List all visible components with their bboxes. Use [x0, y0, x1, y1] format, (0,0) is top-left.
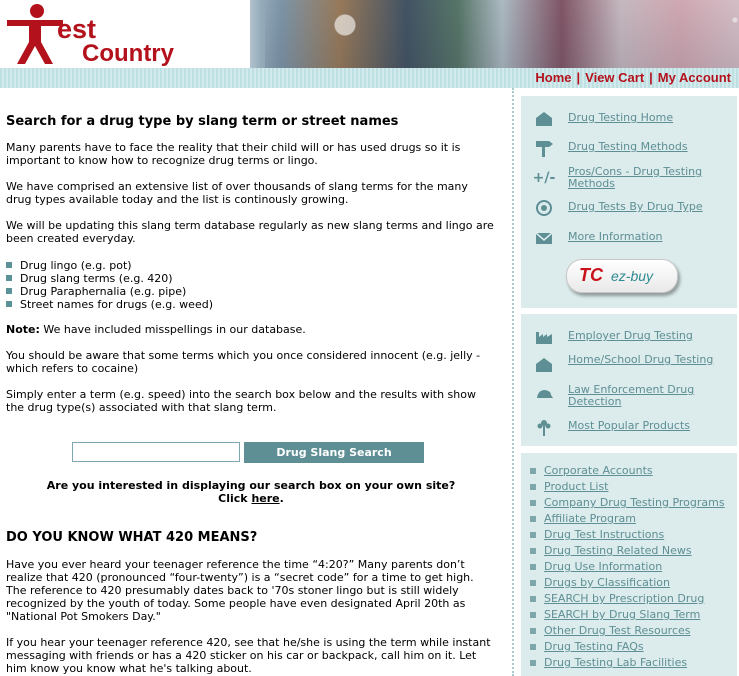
intro-paragraph-3: We will be updating this slang term database regularly as new slang terms and lingo are been created everyday.	[6, 219, 494, 245]
nav-separator: |	[576, 70, 581, 85]
list-item: Street names for drugs (e.g. weed)	[6, 298, 213, 311]
bullet-square	[530, 532, 536, 538]
sidebar-link-label[interactable]: Product List	[544, 480, 609, 493]
tc-ez-buy-button[interactable]	[566, 259, 678, 293]
nav-my-account-link[interactable]: My Account	[657, 70, 731, 85]
sidebar-link-label[interactable]: Pros/Cons - Drug Testing Methods	[568, 165, 703, 190]
sidebar-link-label[interactable]: More Information	[568, 230, 663, 243]
plus-minus-icon: +/-	[532, 170, 556, 186]
bullet-square	[530, 484, 536, 490]
intro-paragraph-2: We have comprised an extensive list of over thousands of slang terms for the many drug types available today and the list is continously growing.	[6, 180, 468, 206]
sidebar-link-label[interactable]: Drug Tests By Drug Type	[568, 200, 703, 213]
police-hat-icon	[533, 386, 555, 404]
note-label: Note:	[6, 323, 40, 336]
sidebar-link-label[interactable]: SEARCH by Prescription Drug	[544, 592, 705, 605]
list-item: Drug Paraphernalia (e.g. pipe)	[6, 285, 213, 298]
sidebar-link-label[interactable]: Drug Testing Related News	[544, 544, 692, 557]
sidebar-link-label[interactable]: Drug Test Instructions	[544, 528, 665, 541]
sidebar-audience-box	[521, 314, 737, 446]
intro-paragraph-1: Many parents have to face the reality that their child will or has used drugs so it is important to know how to recognize drug terms or lingo.	[6, 141, 461, 167]
note-paragraph	[6, 323, 496, 336]
house-icon	[533, 110, 555, 128]
logo-text-est: est	[57, 14, 97, 44]
ez-buy-text: ez-buy	[611, 268, 654, 284]
bullet-square	[530, 548, 536, 554]
top-nav-links	[535, 70, 731, 85]
sidebar-link-label[interactable]: Drug Testing FAQs	[544, 640, 644, 653]
instructions-paragraph: Simply enter a term (e.g. speed) into the search box below and the results with show the drug type(s) associated with that slang term.	[6, 388, 476, 414]
sidebar-link-label[interactable]: Home/School Drug Testing	[568, 353, 714, 366]
flower-icon	[533, 418, 555, 436]
house-icon	[533, 356, 555, 374]
envelope-icon	[533, 229, 555, 247]
bullet-square	[530, 516, 536, 522]
bullet-square	[530, 468, 536, 474]
search-types-list	[6, 259, 213, 311]
sidebar-link-label[interactable]: Drug Use Information	[544, 560, 663, 573]
embed-search-prompt	[6, 479, 496, 505]
sidebar-drug-testing-box	[521, 96, 737, 308]
page-title: Search for a drug type by slang term or street names	[6, 114, 399, 129]
logo-text-country: Country	[82, 40, 174, 67]
420-paragraph-1: Have you ever heard your teenager reference the time “4:20?” Many parents don’t realize that 420 (pronounced “four-twenty”) is a “secret code” for a time to get high. The reference to 420 presumably dates back to '70s stoner lingo but is still widely recognized by the youth of today. Some people have even designated April 20th as "National Pot Smokers Day."	[6, 558, 474, 623]
sidebar-link-label[interactable]: Drug Testing Methods	[568, 140, 688, 153]
embed-click-text: Click	[218, 492, 252, 505]
420-paragraph-2: If you hear your teenager reference 420, see that he/she is using the term while instant messaging with friends or has a 420 sticker on his car or backpack, call him on it. Let him know you know what he's talking about.	[6, 636, 491, 675]
logo-fade	[190, 0, 260, 68]
drug-slang-search-button[interactable]: Drug Slang Search	[244, 442, 424, 463]
list-item: Drug slang terms (e.g. 420)	[6, 272, 213, 285]
ez-buy-tc-logo: TC	[579, 265, 603, 285]
bullet-square	[530, 580, 536, 586]
column-divider	[512, 88, 514, 676]
factory-icon	[533, 328, 555, 346]
running-man-icon	[5, 2, 65, 66]
header-photo-collage	[265, 0, 739, 68]
sidebar-link-label[interactable]: Company Drug Testing Programs	[544, 496, 725, 509]
innocent-terms-paragraph: You should be aware that some terms which you once considered innocent (e.g. jelly - which refers to cocaine)	[6, 349, 481, 375]
sidebar-link-label[interactable]: Affiliate Program	[544, 512, 637, 525]
sidebar-link-label[interactable]: Most Popular Products	[568, 419, 690, 432]
sidebar-link-label[interactable]: Employer Drug Testing	[568, 329, 693, 342]
signpost-icon	[533, 139, 555, 157]
section-heading-420: DO YOU KNOW WHAT 420 MEANS?	[6, 530, 258, 545]
bullet-square	[530, 644, 536, 650]
sidebar-link-label[interactable]: SEARCH by Drug Slang Term	[544, 608, 701, 621]
bullet-square	[530, 660, 536, 666]
bullet-square	[530, 612, 536, 618]
sidebar-link-label[interactable]: Law Enforcement Drug Detection	[568, 383, 695, 408]
sidebar-link-label[interactable]: Drug Testing Home	[568, 111, 674, 124]
bullet-square	[530, 596, 536, 602]
nav-view-cart-link[interactable]: View Cart	[585, 70, 645, 85]
embed-here-link[interactable]: here	[251, 492, 280, 505]
sidebar-link-label[interactable]: Corporate Accounts	[544, 464, 653, 477]
nav-home-link[interactable]: Home	[535, 70, 572, 85]
nav-separator: |	[649, 70, 653, 85]
target-icon	[533, 199, 555, 217]
sidebar-link-label[interactable]: Drugs by Classification	[544, 576, 670, 589]
bullet-square	[530, 500, 536, 506]
list-item: Drug lingo (e.g. pot)	[6, 259, 213, 272]
embed-question: Are you interested in displaying our search box on your own site?	[46, 479, 456, 492]
note-text: We have included misspellings in our database.	[39, 323, 306, 336]
sidebar-resources-box	[521, 453, 737, 676]
slang-search-input[interactable]	[72, 442, 240, 462]
sidebar-link-label[interactable]: Other Drug Test Resources	[544, 624, 691, 637]
bullet-square	[530, 628, 536, 634]
embed-period: .	[279, 492, 284, 505]
bullet-square	[530, 564, 536, 570]
sidebar-link-label[interactable]: Drug Testing Lab Facilities	[544, 656, 688, 669]
top-nav-bar	[0, 68, 739, 88]
